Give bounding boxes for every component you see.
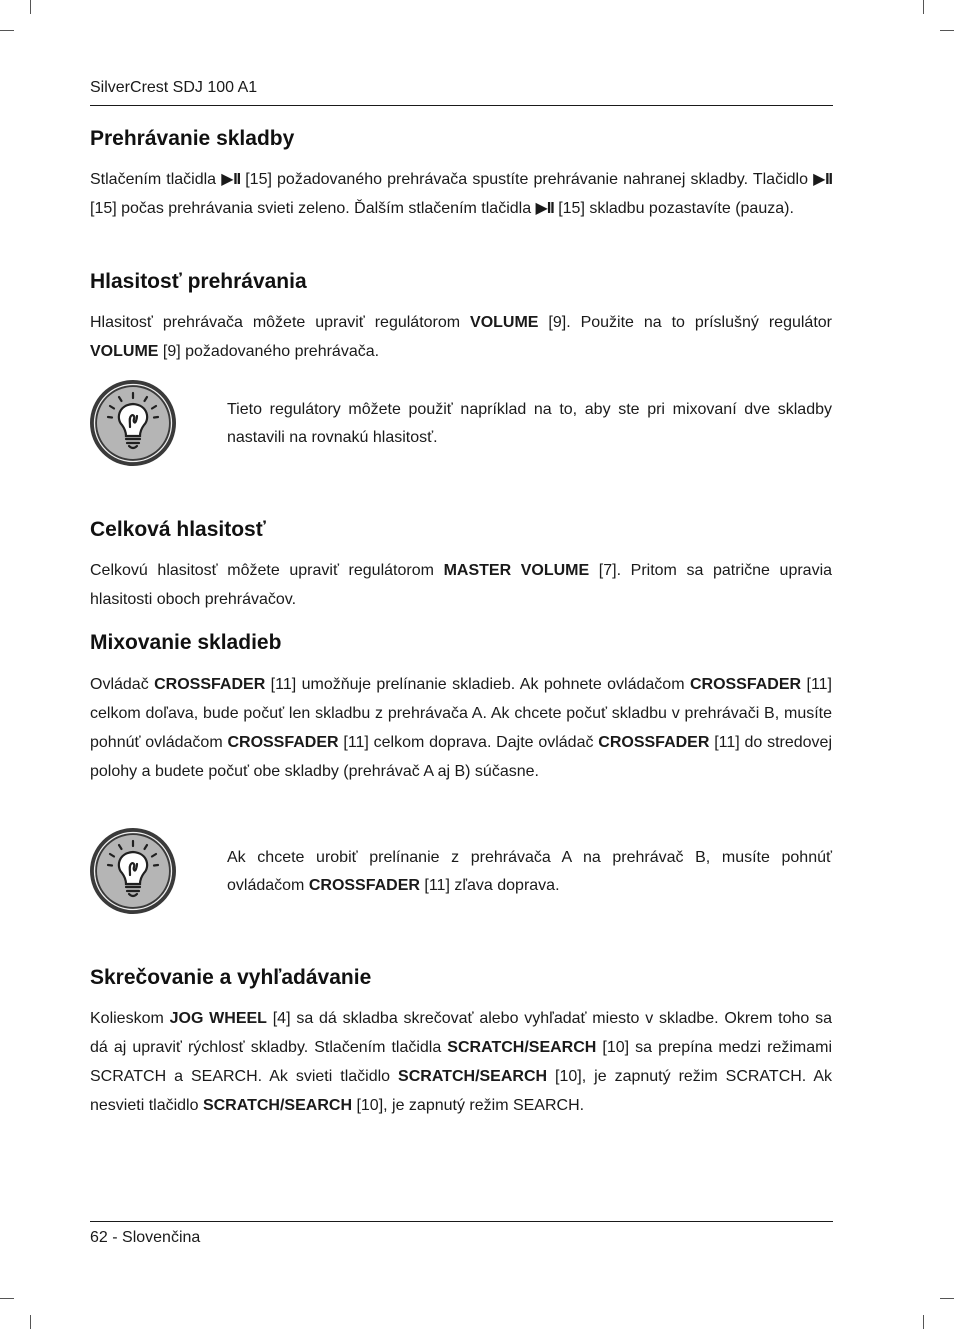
header-rule: [90, 105, 833, 106]
crop-mark: [923, 1315, 924, 1329]
crop-mark: [0, 30, 14, 31]
tip-crossfader: Ak chcete urobiť prelínanie z prehrávača A na prehrávač B, musíte pohnúť ovládačom CROSSFADER [11] zľava doprava.: [227, 849, 832, 894]
crop-mark: [940, 30, 954, 31]
lightbulb-icon: [89, 827, 177, 915]
paragraph-playback: Stlačením tlačidla ▶II [15] požadovaného prehrávača spustíte prehrávanie nahranej skladby. Tlačidlo ▶II [15] počas prehrávania svieti zeleno. Ďalším stlačením tlačidla ▶II [15] skladbu pozastavíte (pauza).: [90, 171, 833, 217]
crop-mark: [923, 0, 924, 14]
play-pause-symbol: ▶II: [221, 171, 241, 188]
footer-rule: [90, 1221, 833, 1222]
paragraph-master-volume: Celkovú hlasitosť môžete upraviť regulátorom MASTER VOLUME [7]. Pritom sa patrične upravia hlasitosti oboch prehrávačov.: [90, 562, 833, 608]
crop-mark: [30, 0, 31, 14]
paragraph-mixing: Ovládač CROSSFADER [11] umožňuje prelínanie skladieb. Ak pohnete ovládačom CROSSFADER [11] celkom doľava, bude počuť len skladbu z prehrávača A. Ak chcete počuť skladbu v prehrávači B, musíte pohnúť ovládačom CROSSFADER [11] celkom doprava. Dajte ovládač CROSSFADER [11] do stredovej polohy a budete počuť obe skladby (prehrávač A aj B) súčasne.: [90, 676, 833, 780]
section-heading-mixing: Mixovanie skladieb: [90, 631, 282, 654]
crop-mark: [940, 1298, 954, 1299]
page-footer: 62 - Slovenčina: [90, 1229, 201, 1246]
section-heading-playback: Prehrávanie skladby: [90, 127, 295, 150]
tip-volume: Tieto regulátory môžete použiť napríklad na to, aby ste pri mixovaní dve skladby nastavili na rovnakú hlasitosť.: [227, 401, 832, 446]
section-heading-master-volume: Celková hlasitosť: [90, 518, 266, 541]
section-heading-volume: Hlasitosť prehrávania: [90, 270, 307, 293]
play-pause-symbol: ▶II: [535, 200, 554, 217]
lightbulb-icon: [89, 379, 177, 467]
running-header: SilverCrest SDJ 100 A1: [90, 79, 258, 96]
paragraph-volume: Hlasitosť prehrávača môžete upraviť regulátorom VOLUME [9]. Použite na to príslušný regulátor VOLUME [9] požadovaného prehrávača.: [90, 314, 832, 360]
paragraph-scratch: Kolieskom JOG WHEEL [4] sa dá skladba skrečovať alebo vyhľadať miesto v skladbe. Okrem toho sa dá aj upraviť rýchlosť skladby. Stlačením tlačidla SCRATCH/SEARCH [10] sa prepína medzi režimami SCRATCH a SEARCH. Ak svieti tlačidlo SCRATCH/SEARCH [10], je zapnutý režim SCRATCH. Ak nesvieti tlačidlo SCRATCH/SEARCH [10], je zapnutý režim SEARCH.: [90, 1010, 833, 1114]
section-heading-scratch: Skrečovanie a vyhľadávanie: [90, 966, 372, 989]
play-pause-symbol: ▶II: [813, 171, 833, 188]
crop-mark: [30, 1315, 31, 1329]
crop-mark: [0, 1298, 14, 1299]
